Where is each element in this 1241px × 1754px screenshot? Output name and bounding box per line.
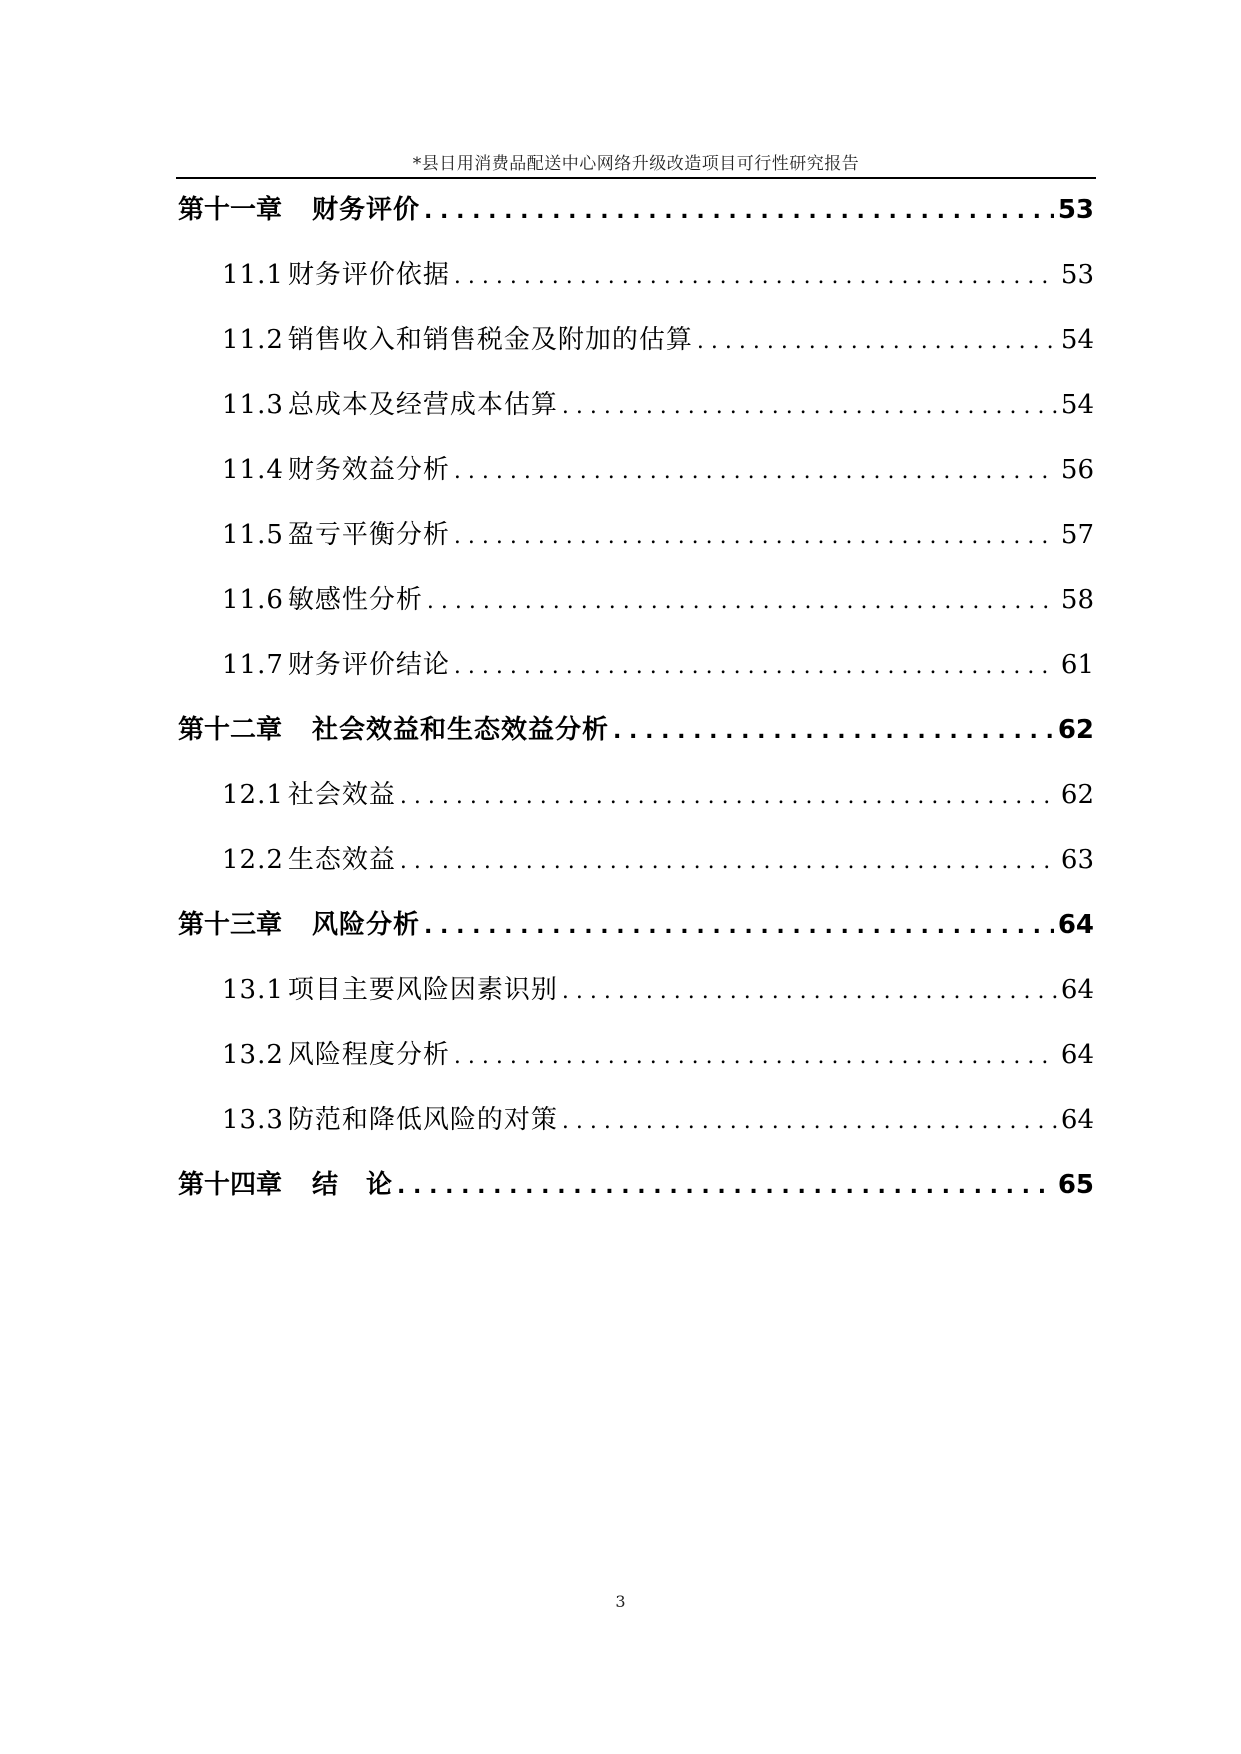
- page-number: 3: [615, 1592, 626, 1611]
- toc-entry-number: 12.2: [222, 845, 284, 875]
- toc-entry-number: 第十二章: [178, 715, 283, 745]
- toc-section-entry[interactable]: [176, 968, 1094, 1033]
- toc-entry-page: 65: [1057, 1170, 1094, 1200]
- toc-dot-leader: [424, 190, 1054, 234]
- toc-dot-leader: [454, 645, 1057, 689]
- toc-entry-page: 64: [1060, 1105, 1094, 1135]
- toc-entry-page: 53: [1057, 195, 1094, 225]
- toc-entry-number: 11.3: [222, 390, 284, 420]
- toc-entry-title: [222, 643, 450, 687]
- toc-entry-label: 结 论: [312, 1170, 394, 1200]
- toc-chapter-entry[interactable]: [176, 903, 1094, 968]
- toc-dot-leader: [424, 905, 1054, 949]
- toc-entry-label: 项目主要风险因素识别: [287, 975, 558, 1005]
- toc-entry-label: 社会效益: [287, 780, 396, 810]
- toc-entry-label: 财务评价: [312, 195, 421, 225]
- toc-entry-number: 11.7: [222, 650, 284, 680]
- toc-entry-label: 总成本及经营成本估算: [287, 390, 558, 420]
- toc-entry-page: 53: [1060, 260, 1094, 290]
- toc-entry-number: 11.6: [222, 585, 284, 615]
- toc-entry-number: 11.2: [222, 325, 284, 355]
- toc-entry-page: 64: [1057, 910, 1094, 940]
- toc-entry-title: [222, 253, 450, 297]
- table-of-contents: [176, 188, 1094, 1228]
- toc-entry-number: 11.1: [222, 260, 284, 290]
- toc-dot-leader: [427, 580, 1057, 624]
- toc-entry-label: 社会效益和生态效益分析: [312, 715, 610, 745]
- toc-entry-title: [222, 513, 450, 557]
- toc-entry-page: 54: [1060, 325, 1094, 355]
- toc-entry-title: [222, 318, 693, 362]
- toc-entry-page: 57: [1060, 520, 1094, 550]
- toc-entry-page: 61: [1060, 650, 1094, 680]
- toc-entry-title: [178, 188, 420, 232]
- toc-entry-label: 风险分析: [312, 910, 421, 940]
- toc-dot-leader: [454, 255, 1057, 299]
- toc-entry-page: 64: [1060, 1040, 1094, 1070]
- toc-section-entry[interactable]: [176, 643, 1094, 708]
- toc-dot-leader: [454, 515, 1057, 559]
- toc-entry-number: 第十一章: [178, 195, 283, 225]
- toc-entry-title: [178, 903, 420, 947]
- toc-entry-label: 销售收入和销售税金及附加的估算: [287, 325, 693, 355]
- toc-entry-label: 敏感性分析: [287, 585, 423, 615]
- toc-dot-leader: [562, 1100, 1057, 1144]
- toc-dot-leader: [454, 450, 1057, 494]
- toc-entry-number: 11.4: [222, 455, 284, 485]
- toc-chapter-entry[interactable]: [176, 1163, 1094, 1228]
- toc-entry-label: 财务效益分析: [287, 455, 450, 485]
- toc-section-entry[interactable]: [176, 773, 1094, 838]
- toc-entry-title: [222, 838, 396, 882]
- toc-entry-label: 风险程度分析: [287, 1040, 450, 1070]
- toc-section-entry[interactable]: [176, 318, 1094, 383]
- toc-entry-number: 13.1: [222, 975, 284, 1005]
- toc-section-entry[interactable]: [176, 1098, 1094, 1163]
- toc-dot-leader: [697, 320, 1057, 364]
- toc-section-entry[interactable]: [176, 383, 1094, 448]
- toc-dot-leader: [400, 840, 1057, 884]
- toc-section-entry[interactable]: [176, 513, 1094, 578]
- toc-entry-page: 54: [1060, 390, 1094, 420]
- toc-entry-title: [222, 1033, 450, 1077]
- toc-entry-title: [178, 708, 609, 752]
- toc-entry-page: 62: [1060, 780, 1094, 810]
- toc-dot-leader: [562, 970, 1057, 1014]
- page-header-title: *县日用消费品配送中心网络升级改造项目可行性研究报告: [412, 154, 860, 174]
- toc-entry-page: 62: [1057, 715, 1094, 745]
- toc-entry-number: 第十四章: [178, 1170, 283, 1200]
- toc-entry-number: 第十三章: [178, 910, 283, 940]
- toc-entry-number: 13.2: [222, 1040, 284, 1070]
- toc-entry-label: 财务评价依据: [287, 260, 450, 290]
- toc-entry-number: 12.1: [222, 780, 284, 810]
- toc-entry-number: 13.3: [222, 1105, 284, 1135]
- toc-section-entry[interactable]: [176, 448, 1094, 513]
- toc-entry-label: 防范和降低风险的对策: [287, 1105, 558, 1135]
- toc-section-entry[interactable]: [176, 1033, 1094, 1098]
- toc-entry-label: 财务评价结论: [287, 650, 450, 680]
- toc-dot-leader: [400, 775, 1057, 819]
- toc-entry-label: 盈亏平衡分析: [287, 520, 450, 550]
- toc-dot-leader: [397, 1165, 1054, 1209]
- toc-entry-title: [222, 383, 558, 427]
- toc-chapter-entry[interactable]: [176, 708, 1094, 773]
- toc-section-entry[interactable]: [176, 838, 1094, 903]
- toc-entry-title: [222, 968, 558, 1012]
- toc-section-entry[interactable]: [176, 578, 1094, 643]
- toc-dot-leader: [613, 710, 1054, 754]
- toc-entry-title: [222, 448, 450, 492]
- toc-entry-title: [178, 1163, 393, 1207]
- toc-section-entry[interactable]: [176, 253, 1094, 318]
- toc-chapter-entry[interactable]: [176, 188, 1094, 253]
- toc-entry-page: 56: [1060, 455, 1094, 485]
- toc-entry-page: 64: [1060, 975, 1094, 1005]
- toc-dot-leader: [562, 385, 1057, 429]
- header-divider: [176, 177, 1096, 179]
- toc-entry-number: 11.5: [222, 520, 284, 550]
- toc-entry-page: 63: [1060, 845, 1094, 875]
- toc-entry-title: [222, 578, 423, 622]
- toc-entry-title: [222, 773, 396, 817]
- toc-dot-leader: [454, 1035, 1057, 1079]
- toc-entry-label: 生态效益: [287, 845, 396, 875]
- toc-entry-page: 58: [1060, 585, 1094, 615]
- toc-entry-title: [222, 1098, 558, 1142]
